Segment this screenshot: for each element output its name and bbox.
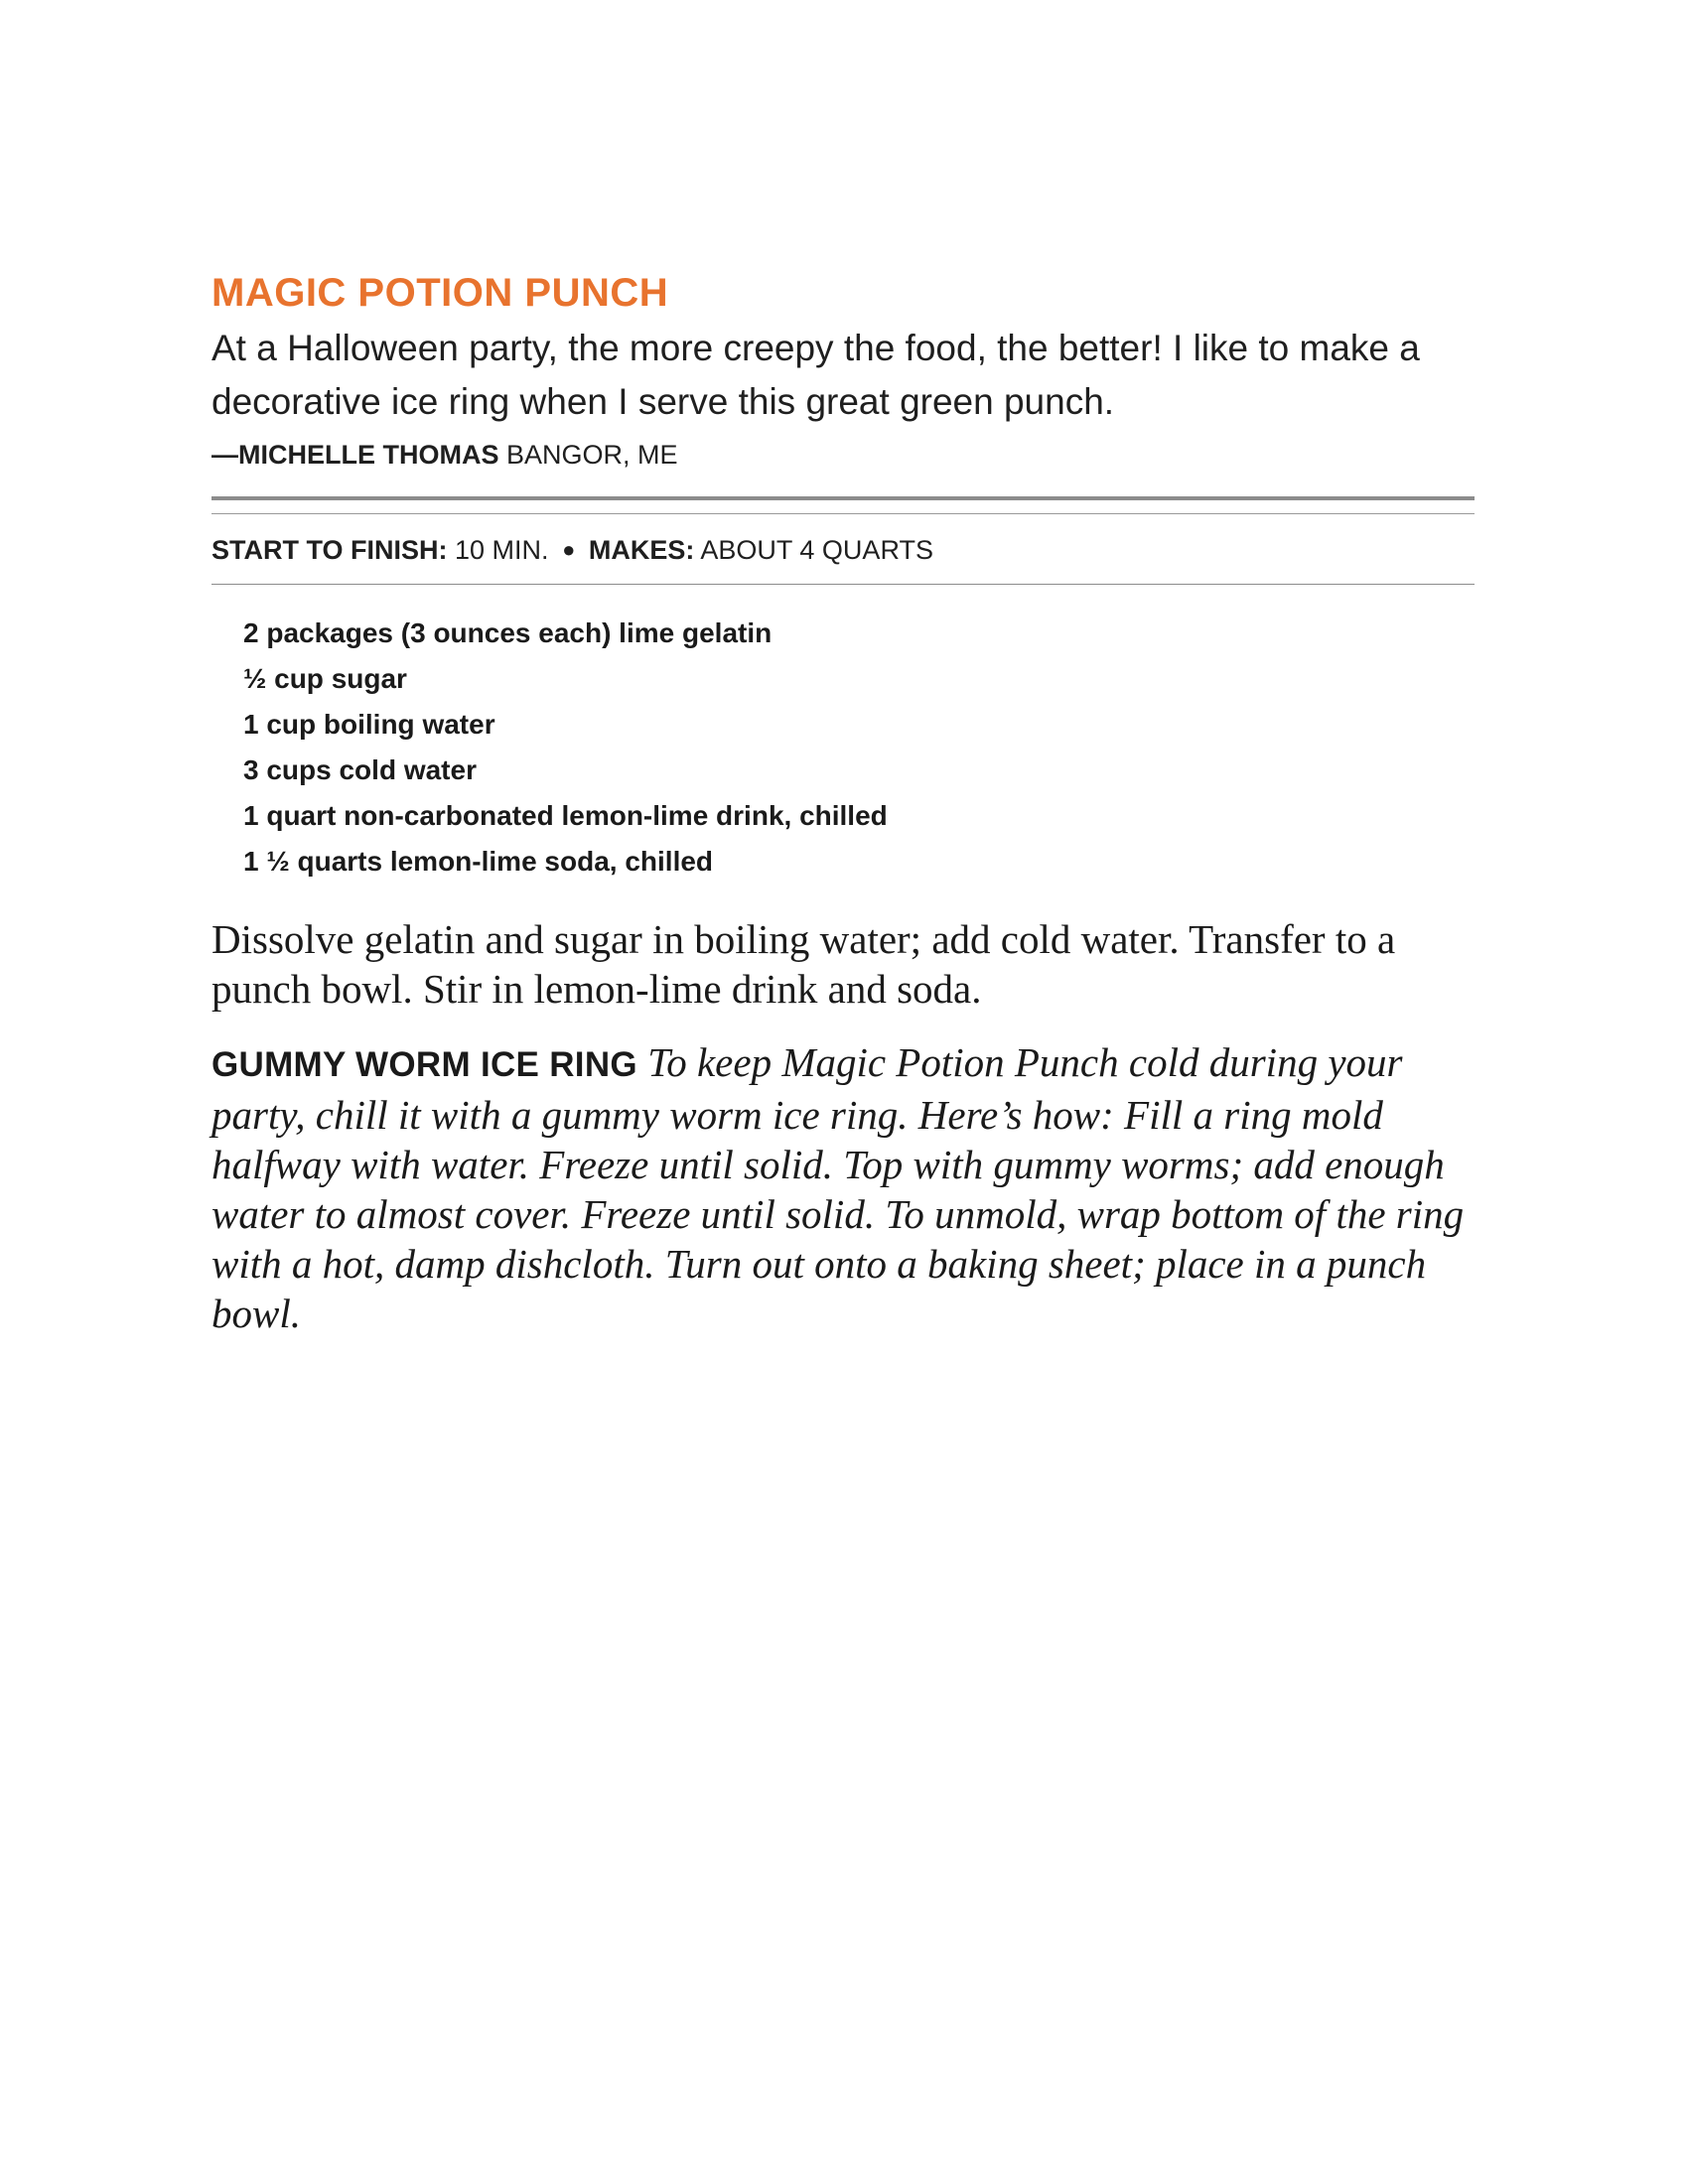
tip-body: To keep Magic Potion Punch cold during your party, chill it with a gummy worm ice ring. Here’s how: Fill a ring mold halfway with water. Freeze until solid. Top with gummy worms; add enough water to almost cover. Freeze until solid. To unmold, wrap bottom of the ring with a hot, damp dishcloth. Turn out onto a baking sheet; place in a punch bowl. bbox=[211, 1039, 1465, 1336]
ingredient-list bbox=[243, 611, 1475, 885]
recipe-card bbox=[211, 266, 1475, 1338]
tip-heading: GUMMY WORM ICE RING bbox=[211, 1045, 637, 1084]
ingredient-item: 3 cups cold water bbox=[243, 754, 477, 785]
makes-label: MAKES: bbox=[588, 535, 695, 565]
ingredient-item: 1 ½ quarts lemon-lime soda, chilled bbox=[243, 846, 714, 877]
author-location: BANGOR, ME bbox=[506, 440, 678, 470]
ingredient-item: 2 packages (3 ounces each) lime gelatin bbox=[243, 617, 773, 648]
makes-value: ABOUT 4 QUARTS bbox=[700, 535, 933, 565]
directions: Dissolve gelatin and sugar in boiling water; add cold water. Transfer to a punch bowl. Stir in lemon-lime drink and soda. bbox=[211, 916, 1396, 1012]
double-divider bbox=[211, 496, 1475, 500]
start-to-finish-label: START TO FINISH: bbox=[211, 535, 448, 565]
author-name: —MICHELLE THOMAS bbox=[211, 440, 499, 470]
recipe-meta bbox=[211, 532, 1475, 570]
byline bbox=[211, 437, 1475, 473]
ingredient-item: 1 quart non-carbonated lemon-lime drink, chilled bbox=[243, 800, 888, 831]
tip-paragraph bbox=[211, 1037, 1475, 1338]
ingredient-item: ½ cup sugar bbox=[243, 663, 407, 694]
ingredient-item: 1 cup boiling water bbox=[243, 709, 495, 740]
bullet-separator: ● bbox=[562, 537, 576, 562]
recipe-intro: At a Halloween party, the more creepy the food, the better! I like to make a decorative ice ring when I serve this great green punch. bbox=[211, 328, 1420, 422]
recipe-title: MAGIC POTION PUNCH bbox=[211, 271, 669, 315]
divider bbox=[211, 584, 1475, 585]
start-to-finish-value: 10 MIN. bbox=[455, 535, 549, 565]
